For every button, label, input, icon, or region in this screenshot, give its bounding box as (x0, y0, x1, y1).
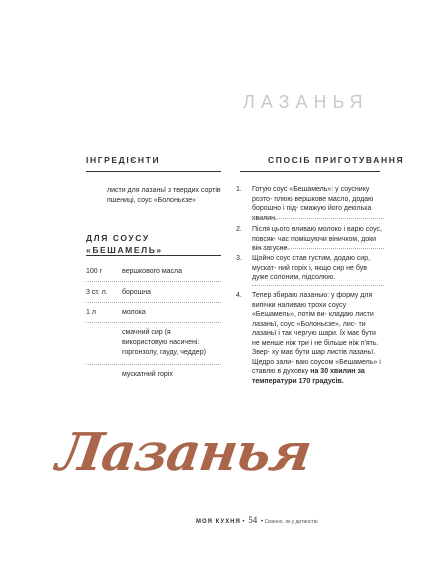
sauce-item-name: смачний сир (я використовую насичені: горгонзолу, гауду, чеддер) (122, 329, 206, 356)
sauce-heading (86, 232, 163, 256)
sauce-item-name: вершкового масла (122, 268, 183, 275)
magazine-name: МОЯ КУХНЯ (196, 519, 241, 525)
method-divider (240, 171, 380, 172)
row-divider (86, 364, 221, 365)
step-text: Щойно соус став густим, додаю сир, мускат- ний горіх і, якщо сир не був дуже солоним, підсолюю. (252, 255, 371, 281)
sauce-item-name: борошна (122, 289, 152, 296)
script-title (52, 418, 315, 493)
sauce-divider (86, 255, 221, 256)
step-text-regular: Тепер збираю лазанью: у форму для випічки наливаю трохи соусу «Бешамель», потім ви- кладаю листи лазаньї, соус «Болоньєзе», лис- ти лазаньї і так чергую шари. Їх має бути не менше ніж три і не більше ніж п'ять. Звер- ху має бути шар листів лазаньї. Щедро зали- ваю соусом «Бешамель» і ставлю в духовку (252, 292, 381, 375)
sauce-heading-line1: ДЛЯ СОУСУ (86, 233, 150, 243)
step-divider (252, 285, 384, 286)
sauce-item-qty: 1 л (86, 309, 96, 316)
ingredients-heading: ІНГРЕДІЄНТИ (86, 155, 161, 165)
script-title-art (52, 418, 315, 488)
sauce-item-name: мускатний горіх (122, 371, 173, 378)
page-title: ЛАЗАНЬЯ (243, 92, 369, 112)
sauce-item-name: молока (122, 309, 146, 316)
step-text-bold: на 30 хвилин за температури 170 градусів. (252, 368, 365, 385)
step-number: 3. (236, 255, 242, 262)
footer (196, 515, 318, 525)
separator-dot: • (242, 519, 245, 525)
page-number: 54 (248, 515, 258, 525)
step-text: Готую соус «Бешамель»: у соуснику розто- плюю вершкове масло, додаю борошно і під- смажую його декілька хвилин. (252, 186, 374, 222)
ingredients-main-item: листи для лазаньї з твердих сортів пшениці, соус «Болоньєзе» (107, 187, 221, 204)
sauce-item-qty: 3 ст. л. (86, 289, 108, 296)
sauce-heading-line2: «БЕШАМЕЛЬ» (86, 245, 163, 255)
step-text (252, 291, 384, 386)
step-divider (252, 248, 384, 249)
ingredients-divider (86, 171, 221, 172)
row-divider (86, 322, 221, 323)
step-number: 1. (236, 186, 242, 193)
row-divider (86, 281, 221, 282)
step-number: 2. (236, 226, 242, 233)
method-heading: СПОСІБ ПРИГОТУВАННЯ (268, 155, 405, 165)
step-divider (252, 218, 384, 219)
row-divider (86, 302, 221, 303)
magazine-slogan: Смачно, як у дитинстві (264, 519, 318, 525)
separator-dot: • (260, 519, 263, 525)
sauce-item-qty: 100 г (86, 268, 103, 275)
step-text: Після цього вливаю молоко і варю соус, повсяк- час помішуючи віничком, доки він загусне. (252, 226, 382, 252)
script-title-text: Лазанья (52, 422, 315, 483)
step-number: 4. (236, 292, 242, 299)
